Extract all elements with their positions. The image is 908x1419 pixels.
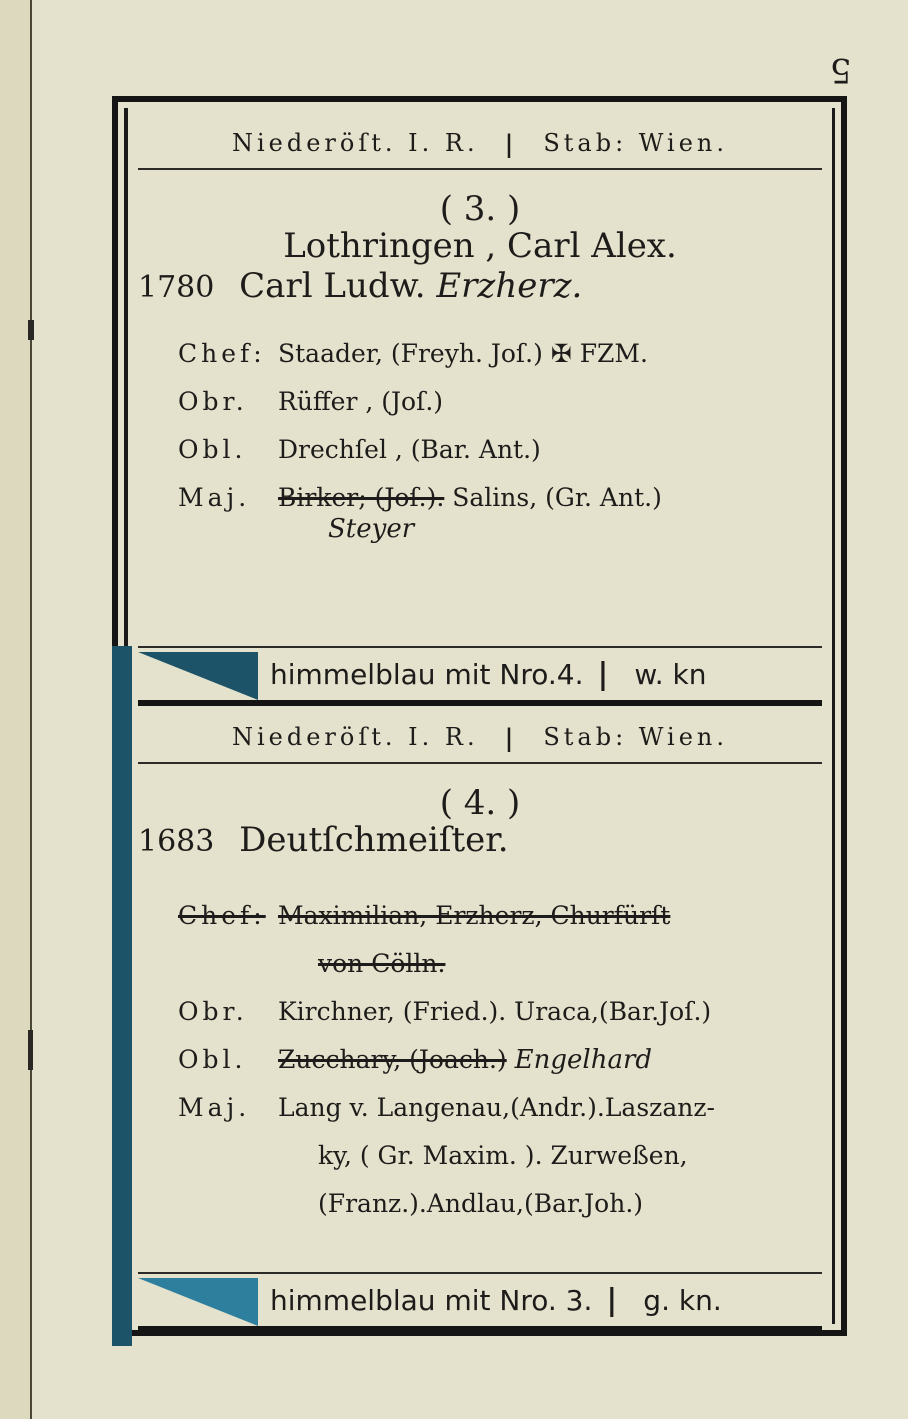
regiment-title-line2 xyxy=(138,266,822,308)
header-right: Stab: Wien. xyxy=(543,723,728,751)
entry-header xyxy=(138,712,822,764)
officer-rank: Maj. xyxy=(178,483,251,512)
founding-year: 1780 xyxy=(138,270,215,305)
officer-name: Drechſel , (Bar. Ant.) xyxy=(278,435,541,464)
margin-mark xyxy=(28,320,34,340)
officer-row xyxy=(178,1084,822,1132)
officer-rank: Chef: xyxy=(178,901,266,930)
regiment-number: ( 3. ) xyxy=(439,189,521,229)
officer-list xyxy=(178,330,822,544)
color-flag xyxy=(138,1274,258,1326)
handwritten-note: Engelhard xyxy=(514,1045,653,1075)
officer-rank: Maj. xyxy=(178,1093,251,1122)
handwritten-note: Steyer xyxy=(328,514,415,544)
facing-color: himmelblau mit Nro.4. xyxy=(270,657,584,691)
header-separator: | xyxy=(504,722,518,752)
officer-row xyxy=(178,1036,822,1084)
officer-row xyxy=(178,892,822,940)
regiment-entry-3 xyxy=(138,118,822,544)
footer-separator: | xyxy=(606,1282,618,1318)
header-left: Niederöſt. I. R. xyxy=(231,129,479,157)
struck-name-continuation: von Cölln. xyxy=(318,949,446,978)
officer-rank: Obl. xyxy=(178,1045,247,1074)
teal-color-band xyxy=(112,646,132,1346)
title-rank: Erzherz. xyxy=(436,266,583,306)
entry-header xyxy=(138,118,822,170)
header-left: Niederöſt. I. R. xyxy=(231,723,479,751)
officer-name-continuation: ky, ( Gr. Maxim. ). Zurweßen, xyxy=(318,1141,688,1170)
officer-row xyxy=(178,330,822,378)
officer-name: Rüffer , (Joſ.) xyxy=(278,387,444,416)
color-flag xyxy=(138,648,258,700)
button-code: w. kn xyxy=(634,657,707,691)
footer-separator: | xyxy=(597,656,609,692)
officer-rank: Obr. xyxy=(178,997,248,1026)
officer-name: Kirchner, (Fried.). Uraca,(Bar.Joſ.) xyxy=(278,997,712,1026)
page-number: 5 xyxy=(830,50,852,90)
header-right: Stab: Wien. xyxy=(543,129,728,157)
officer-row xyxy=(178,426,822,474)
officer-name: Staader, (Freyh. Joſ.) ✠ FZM. xyxy=(278,339,648,368)
regiment-title: Lothringen , Carl Alex. xyxy=(283,226,677,266)
title-name: Carl Ludw. xyxy=(239,266,426,306)
regiment-title: Deutſchmeiſter. xyxy=(239,820,509,860)
struck-name: Birker; (Joſ.). xyxy=(278,483,445,512)
left-page-edge xyxy=(0,0,32,1419)
struck-name: Zucchary, (Joach.) xyxy=(278,1045,507,1074)
entry-footer xyxy=(138,646,822,706)
struck-name: Maximilian, Erzherz, Churfürſt xyxy=(278,901,671,930)
officer-name xyxy=(278,1036,822,1084)
officer-name: Lang v. Langenau,(Andr.).Laszanz- xyxy=(278,1093,715,1122)
margin-mark xyxy=(28,1030,33,1070)
button-code: g. kn. xyxy=(643,1283,722,1317)
header-separator: | xyxy=(504,128,518,158)
regiment-entry-4 xyxy=(138,712,822,1228)
regiment-title-line xyxy=(138,820,822,862)
officer-row xyxy=(178,474,822,522)
officer-list xyxy=(178,892,822,1228)
entry-footer xyxy=(138,1272,822,1332)
officer-row xyxy=(178,378,822,426)
regiment-number: ( 4. ) xyxy=(439,783,521,823)
officer-rank: Chef: xyxy=(178,339,266,368)
officer-name-added: Salins, (Gr. Ant.) xyxy=(452,483,662,512)
officer-rank: Obr. xyxy=(178,387,248,416)
officer-row xyxy=(178,988,822,1036)
facing-color: himmelblau mit Nro. 3. xyxy=(270,1283,593,1317)
officer-name-continuation: (Franz.).Andlau,(Bar.Joh.) xyxy=(318,1189,644,1218)
officer-rank: Obl. xyxy=(178,435,247,464)
founding-year: 1683 xyxy=(138,824,215,859)
